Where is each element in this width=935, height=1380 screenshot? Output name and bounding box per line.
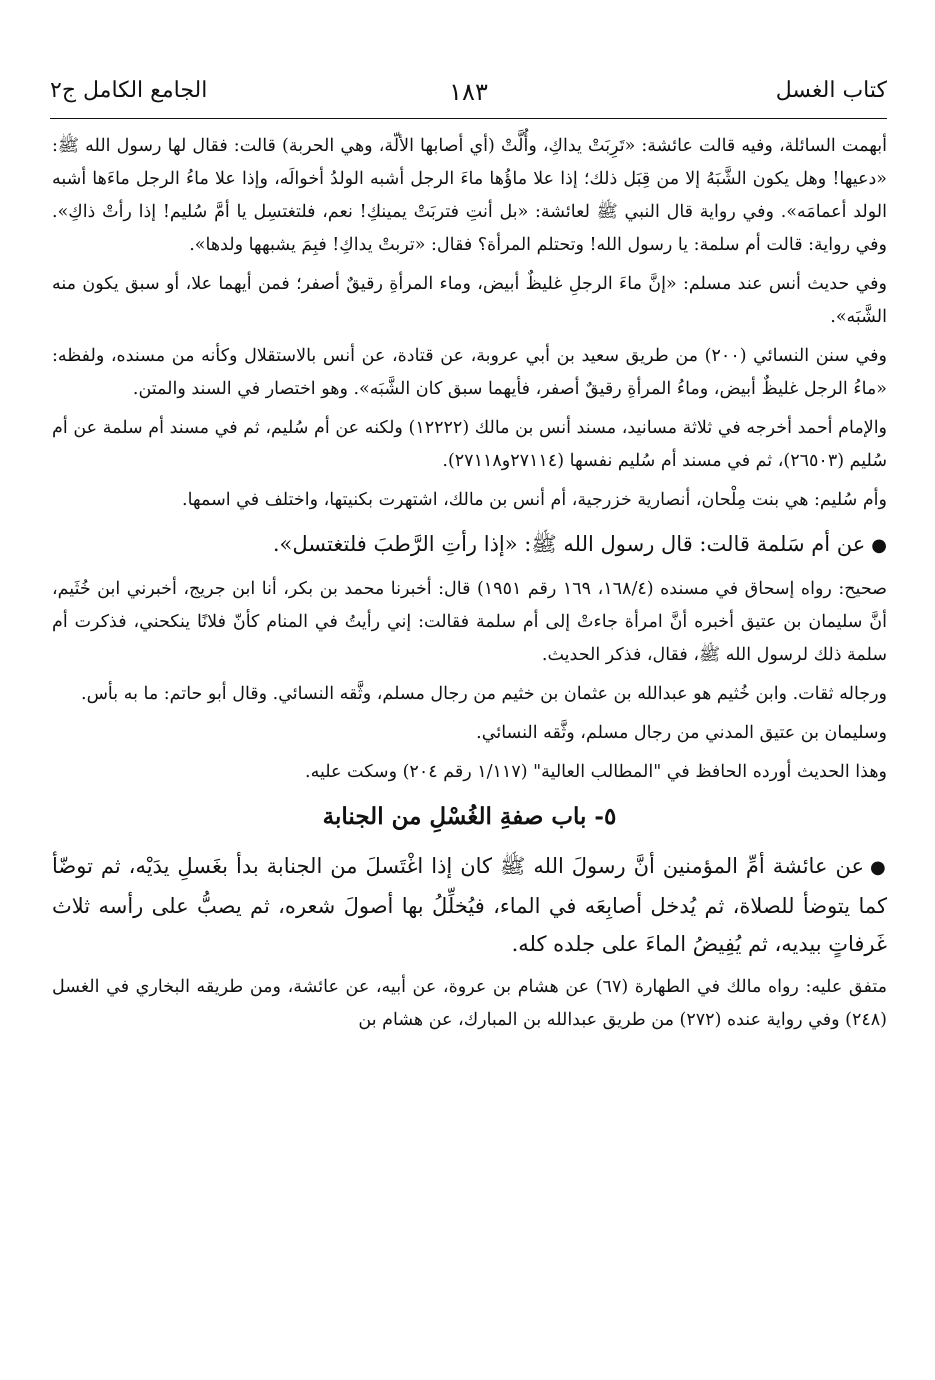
paragraph: صحيح: رواه إسحاق في مسنده (١٦٨/٤، ١٦٩ رقم ١٩٥١) قال: أخبرنا محمد بن بكر، أنا ابن جريج، أخبرني ابن خُثَيم، أنَّ سليمان بن عتيق أخبره أنَّ امرأة جاءتْ إلى أم سلمة فقالت: إني رأيتُ في المنام كأنّ فلانًا ينكحني، فذكرت أم سلمة ذلك لرسول الله ﷺ، فقال، فذكر الحديث. bbox=[52, 579, 887, 665]
chapter-heading: ٥- باب صفةِ الغُسْلِ من الجنابة bbox=[322, 803, 617, 830]
page-number: ١٨٣ bbox=[449, 78, 488, 106]
paragraph: متفق عليه: رواه مالك في الطهارة (٦٧) عن هشام بن عروة، عن أبيه، عن عائشة، ومن طريقه البخاري في الغسل (٢٤٨) وفي رواية عنده (٢٧٢) من طريق عبدالله بن المبارك، عن هشام بن bbox=[52, 977, 888, 1030]
paragraph: وفي سنن النسائي (٢٠٠) من طريق سعيد بن أبي عروبة، عن قتادة، عن أنس بالاستقلال وكأنه من مسنده، ولفظه: «ماءُ الرجل غليظٌ أبيض، وماءُ المرأةِ رقيقٌ أصفر، فأيهما سبق كان الشَّبَه». وهو اختصار في السند والمتن. bbox=[52, 346, 887, 399]
hadith-body: عن عائشة أمِّ المؤمنين أنَّ رسولَ الله ﷺ كان إذا اغْتَسلَ من الجنابة بدأ بغَسلِ يدَيْه، ثم توضّأ كما يتوضأ للصلاة، ثم يُدخل أصابِعَه في الماء، فيُخلِّلُ بها أصولَ شعره، ثم يصبُّ على رأسه ثلاث غَرفاتٍ بيديه، ثم يُفِيضُ الماءَ على جلده كله. bbox=[52, 854, 887, 956]
page-body bbox=[52, 130, 887, 1043]
hadith-text bbox=[52, 847, 887, 963]
paragraph: ورجاله ثقات. وابن خُثيم هو عبدالله بن عثمان بن خثيم من رجال مسلم، وثَّقه النسائي. وقال أبو حاتم: ما به بأس. bbox=[81, 684, 887, 704]
paragraph: وفي حديث أنس عند مسلم: «إنَّ ماءَ الرجلِ غليظٌ أبيض، وماء المرأةِ رقيقٌ أصفر؛ فمن أيهما علا، أو سبق يكون منه الشَّبَه». bbox=[52, 274, 887, 327]
paragraph: وسليمان بن عتيق المدني من رجال مسلم، وثَّقه النسائي. bbox=[476, 723, 887, 743]
book-section-title: كتاب الغسل bbox=[775, 78, 887, 103]
book-title: الجامع الكامل ج٢ bbox=[50, 78, 208, 103]
paragraph: والإمام أحمد أخرجه في ثلاثة مسانيد، مسند أنس بن مالك (١٢٢٢٢) ولكنه عن أم سُليم، ثم في مسند أم سلمة عن أم سُليم (٢٦٥٠٣)، ثم في مسند أم سُليم نفسها (٢٧١١٤و٢٧١١٨). bbox=[52, 418, 888, 471]
running-head bbox=[50, 78, 887, 114]
paragraph: أبهمت السائلة، وفيه قالت عائشة: «تَرِبَتْ يداكِ، وأُلَّتْ (أي أصابها الألّة، وهي الحربة) قالت: فقال لها رسول الله ﷺ: «دعيها! وهل يكون الشَّبَهُ إلا من قِبَل ذلك؛ إذا علا ماؤُها ماءَ الرجل أشبه الولدُ أخوالَه، وإذا علا ماءُ الرجل ماءَها أشبه الولد أعمامَه». وفي رواية قال النبي ﷺ لعائشة: «بل أنتِ فتربَتْ يمينكِ! نعم، فلتغتسِل يا أمَّ سُليم! إذا رأتْ ذاكِ». وفي رواية: قالت أم سلمة: يا رسول الله! وتحتلم المرأة؟ فقال: «تربتْ يداكِ! فبِمَ يشبهها ولدها». bbox=[52, 136, 887, 255]
bullet-icon: ● bbox=[869, 857, 887, 878]
paragraph: وأم سُليم: هي بنت مِلْحان، أنصارية خزرجية، أم أنس بن مالك، اشتهرت بكنيتها، واختلف في اسمها. bbox=[182, 490, 887, 510]
hadith-text bbox=[52, 525, 887, 565]
paragraph: وهذا الحديث أورده الحافظ في "المطالب العالية" (١/١١٧ رقم ٢٠٤) وسكت عليه. bbox=[305, 762, 887, 782]
header-rule bbox=[50, 118, 887, 119]
hadith-body: عن أم سَلمة قالت: قال رسول الله ﷺ: «إذا رأتِ الرَّطبَ فلتغتسل». bbox=[272, 532, 866, 556]
bullet-icon: ● bbox=[871, 535, 887, 556]
